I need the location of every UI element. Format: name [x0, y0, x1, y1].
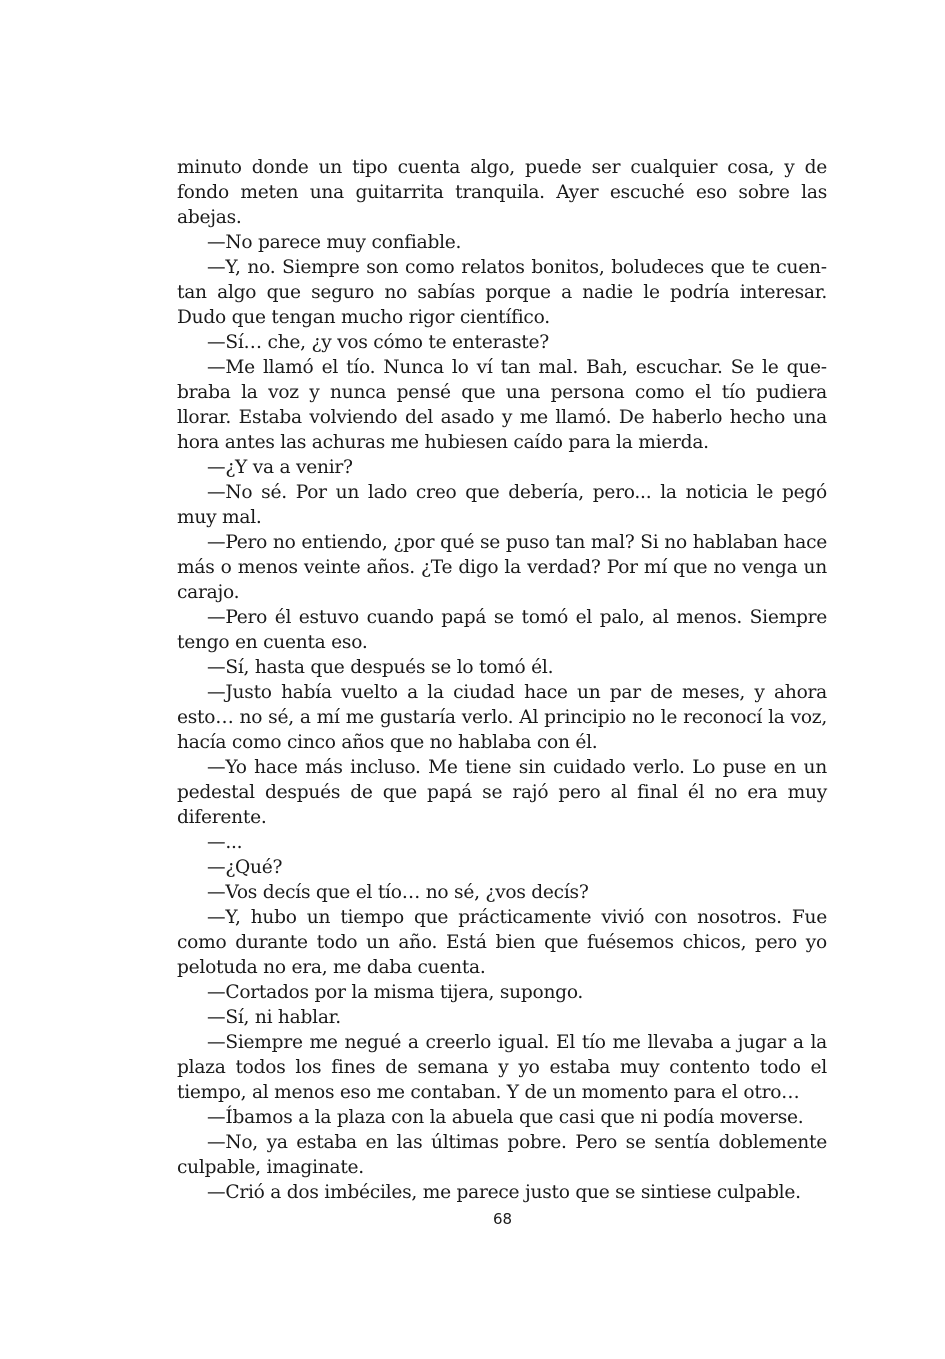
paragraph: —Cortados por la misma tijera, supongo.	[207, 982, 584, 1003]
paragraph: —No parece muy confiable.	[207, 232, 462, 253]
paragraph: —Pero no entiendo, ¿por qué se puso tan mal? Si no hablaban hace más o menos veinte años. ¿Te digo la verdad? Por mí que no venga un carajo.	[177, 532, 827, 603]
paragraph: —Sí, hasta que después se lo tomó él.	[207, 657, 554, 678]
paragraph: —Pero él estuvo cuando papá se tomó el palo, al menos. Siempre tengo en cuenta eso.	[177, 607, 827, 653]
paragraph: —¿Y va a venir?	[207, 457, 353, 478]
paragraph: —Crió a dos imbéciles, me parece justo que se sintiese culpable.	[207, 1182, 801, 1203]
paragraph: —Sí, ni hablar.	[207, 1007, 341, 1028]
paragraph: —...	[207, 832, 243, 853]
paragraph: —Sí… che, ¿y vos cómo te enteraste?	[207, 332, 549, 353]
paragraph: —Yo hace más incluso. Me tiene sin cuidado verlo. Lo puse en un pedestal después de que papá se rajó pero al final él no era muy diferente.	[177, 757, 827, 828]
paragraph: —Y, hubo un tiempo que prácticamente vivió con nosotros. Fue como durante todo un año. Está bien que fuésemos chicos, pero yo pelotuda no era, me daba cuenta.	[177, 907, 827, 978]
paragraph: —Vos decís que el tío… no sé, ¿vos decís?	[207, 882, 589, 903]
paragraph: —Y, no. Siempre son como relatos bonitos, boludeces que te cuentan algo que seguro no sabías porque a nadie le podría interesar. Dudo que tengan mucho rigor científico.	[177, 257, 827, 328]
paragraph: —Íbamos a la plaza con la abuela que casi que ni podía moverse.	[207, 1107, 804, 1128]
paragraph: —Justo había vuelto a la ciudad hace un par de meses, y ahora esto… no sé, a mí me gustaría verlo. Al principio no le reconocí la voz, hacía como cinco años que no hablaba con él.	[177, 682, 827, 753]
paragraph: minuto donde un tipo cuenta algo, puede ser cualquier cosa, y de fondo meten una guitarrita tranquila. Ayer escuché eso sobre las abejas.	[177, 157, 827, 228]
paragraph: —No sé. Por un lado creo que debería, pero... la noticia le pegó muy mal.	[177, 482, 827, 528]
paragraph: —No, ya estaba en las últimas pobre. Pero se sentía doblemente culpable, imaginate.	[177, 1132, 827, 1178]
paragraph: —Me llamó el tío. Nunca lo ví tan mal. Bah, escuchar. Se le quebraba la voz y nunca pensé que una persona como el tío pudiera llorar. Estaba volviendo del asado y me llamó. De haberlo hecho una hora antes las achuras me hubiesen caído para la mierda.	[177, 357, 827, 453]
body-text	[177, 155, 827, 1205]
paragraph: —¿Qué?	[207, 857, 283, 878]
paragraph: —Siempre me negué a creerlo igual. El tío me llevaba a jugar a la plaza todos los fines de semana y yo estaba muy contento todo el tiempo, al menos eso me contaban. Y de un momento para el otro…	[177, 1032, 827, 1103]
page-number: 68	[492, 1210, 513, 1228]
